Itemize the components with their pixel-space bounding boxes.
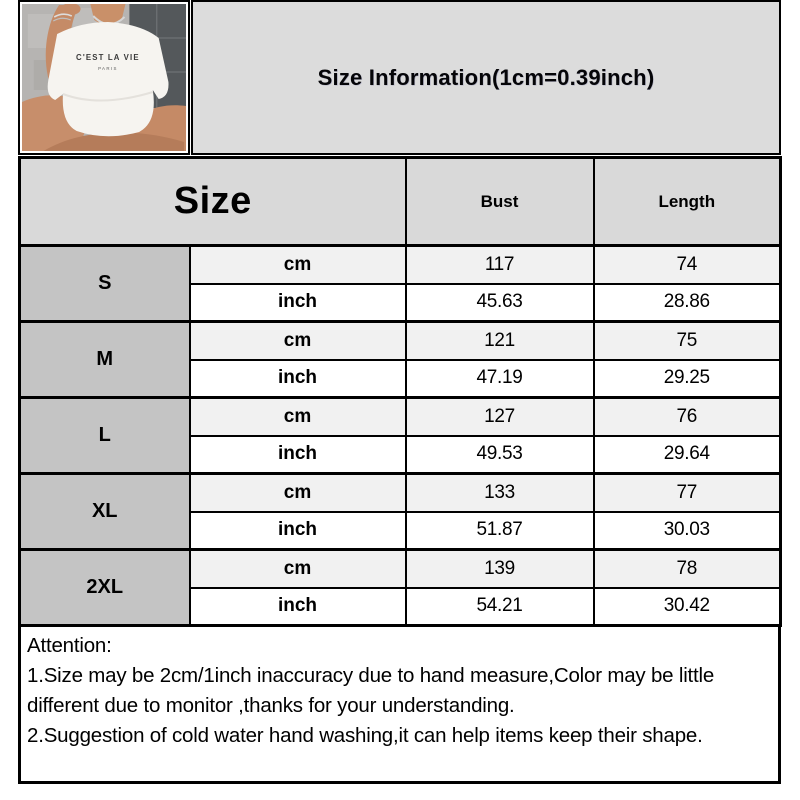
table-row-cm: [20, 474, 781, 512]
unit-cell-cm: cm: [190, 246, 406, 284]
table-row-cm: [20, 246, 781, 284]
attention-heading: Attention:: [27, 634, 112, 657]
unit-cell-cm: cm: [190, 322, 406, 360]
attention-note-2: 2.Suggestion of cold water hand washing,it can help items keep their shape.: [27, 724, 703, 748]
bust-cm-value: 127: [406, 398, 594, 436]
shirt-print-line1: C'EST LA VIE: [76, 52, 140, 63]
attention-section: [18, 627, 781, 784]
unit-cell-inch: inch: [190, 512, 406, 550]
length-cm-value: 78: [594, 550, 781, 588]
table-row-cm: [20, 550, 781, 588]
length-cm-value: 74: [594, 246, 781, 284]
unit-cell-inch: inch: [190, 360, 406, 398]
bust-cm-value: 139: [406, 550, 594, 588]
attention-note-1: 1.Size may be 2cm/1inch inaccuracy due to hand measure,Color may be little different due to monitor ,thanks for your understanding.: [27, 664, 715, 718]
bust-cm-value: 117: [406, 246, 594, 284]
bust-inch-value: 47.19: [406, 360, 594, 398]
unit-cell-inch: inch: [190, 284, 406, 322]
length-cm-value: 76: [594, 398, 781, 436]
size-label-cell: M: [20, 322, 190, 398]
model-photo-illustration: [22, 4, 186, 151]
length-cm-value: 77: [594, 474, 781, 512]
shirt-print-line2: PARIS: [98, 65, 118, 72]
bust-inch-value: 49.53: [406, 436, 594, 474]
size-table: [18, 156, 782, 627]
unit-cell-cm: cm: [190, 474, 406, 512]
column-header-length: Length: [594, 158, 781, 246]
table-row-cm: [20, 398, 781, 436]
bust-inch-value: 45.63: [406, 284, 594, 322]
size-label-cell: L: [20, 398, 190, 474]
size-label-cell: 2XL: [20, 550, 190, 626]
banner-title: Size Information(1cm=0.39inch): [317, 64, 655, 90]
length-inch-value: 30.42: [594, 588, 781, 626]
size-label-cell: XL: [20, 474, 190, 550]
product-photo: [18, 0, 190, 155]
column-header-bust: Bust: [406, 158, 594, 246]
bust-inch-value: 54.21: [406, 588, 594, 626]
bust-cm-value: 121: [406, 322, 594, 360]
table-row-cm: [20, 322, 781, 360]
size-table-body: [20, 158, 781, 626]
size-information-banner: [191, 0, 781, 155]
bust-inch-value: 51.87: [406, 512, 594, 550]
table-header-row: [20, 158, 781, 246]
length-inch-value: 30.03: [594, 512, 781, 550]
length-inch-value: 29.64: [594, 436, 781, 474]
top-section: [18, 0, 781, 155]
length-inch-value: 28.86: [594, 284, 781, 322]
size-label-cell: S: [20, 246, 190, 322]
length-cm-value: 75: [594, 322, 781, 360]
unit-cell-cm: cm: [190, 398, 406, 436]
column-header-size: Size: [20, 158, 406, 246]
length-inch-value: 29.25: [594, 360, 781, 398]
unit-cell-cm: cm: [190, 550, 406, 588]
unit-cell-inch: inch: [190, 436, 406, 474]
bust-cm-value: 133: [406, 474, 594, 512]
unit-cell-inch: inch: [190, 588, 406, 626]
